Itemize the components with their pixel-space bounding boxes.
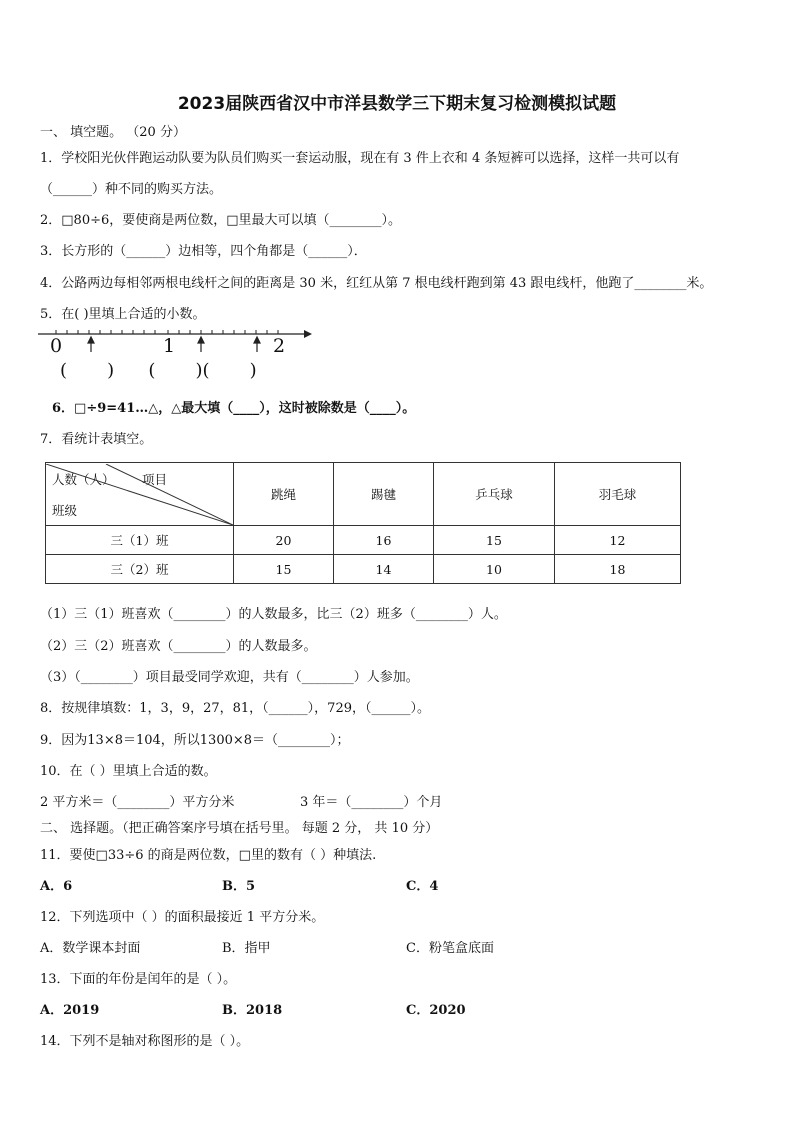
question-8: 8．按规律填数：1，3，9，27，81，（______），729，（______）。: [40, 701, 430, 716]
question-2: 2．□80÷6，要使商是两位数，□里最大可以填（________）。: [40, 213, 402, 228]
section-2-heading: 二、 选择题。（把正确答案序号填在括号里。 每题 2 分， 共 10 分）: [40, 821, 439, 836]
question-11-option-b: B．5: [222, 879, 256, 894]
question-7-sub-3: （3）（________）项目最受同学欢迎，共有（________）人参加。: [40, 670, 419, 685]
question-12-option-b: B．指甲: [222, 941, 271, 956]
question-4: 4．公路两边每相邻两根电线杆之间的距离是 30 米，红红从第 7 根电线杆跑到第 43 跟电线杆，他跑了________米。: [40, 276, 713, 291]
question-6: 6．□÷9=41…△，△最大填（____），这时被除数是（____）。: [52, 401, 416, 416]
number-line-label-0: 0: [50, 335, 63, 357]
question-13-option-a: A．2019: [40, 1003, 100, 1018]
question-1-line-1: 1．学校阳光伙伴跑运动队要为队员们购买一套运动服，现在有 3 件上衣和 4 条短裤可以选择，这样一共可以有: [40, 151, 680, 166]
table-row: [46, 526, 681, 555]
table-cell: 15: [234, 555, 334, 584]
question-7-sub-1: （1）三（1）班喜欢（________）的人数最多，比三（2）班多（________）人。: [40, 607, 507, 622]
row-label: 三（1）班: [46, 526, 234, 555]
question-14: 14．下列不是轴对称图形的是（ ）。: [40, 1034, 250, 1049]
header-item: 项目: [142, 471, 168, 487]
question-11: 11．要使□33÷6 的商是两位数，□里的数有（ ）种填法.: [40, 848, 377, 863]
question-7: 7．看统计表填空。: [40, 432, 153, 447]
table-cell: 16: [334, 526, 434, 555]
page-title: 2023届陕西省汉中市洋县数学三下期末复习检测模拟试题: [177, 94, 617, 114]
column-header: 羽毛球: [555, 463, 681, 526]
question-12: 12．下列选项中（ ）的面积最接近 1 平方分米。: [40, 910, 325, 925]
question-12-option-c: C．粉笔盒底面: [406, 941, 494, 956]
question-5: 5．在( )里填上合适的小数。: [40, 307, 206, 322]
header-people: 人数（人）: [52, 471, 115, 487]
column-header: 踢毽: [334, 463, 434, 526]
question-13: 13．下面的年份是闰年的是（ ）。: [40, 972, 237, 987]
number-line-label-2: 2: [273, 335, 286, 357]
question-1-line-2: （______）种不同的购买方法。: [40, 182, 223, 197]
table-cell: 14: [334, 555, 434, 584]
header-class: 班级: [52, 502, 78, 518]
question-9: 9．因为13×8＝104，所以1300×8＝（________）；: [40, 733, 350, 748]
number-line-label-1: 1: [163, 335, 176, 357]
question-3: 3．长方形的（______）边相等，四个角都是（______）．: [40, 244, 367, 259]
table-row: [46, 555, 681, 584]
question-10-part-a: 2 平方米＝（________）平方分米: [40, 795, 235, 810]
section-1-heading: 一、 填空题。 （20 分）: [40, 125, 186, 140]
question-10-part-b: 3 年＝（________）个月: [300, 795, 443, 810]
row-label: 三（2）班: [46, 555, 234, 584]
column-header: 乒乓球: [434, 463, 555, 526]
table-cell: 15: [434, 526, 555, 555]
column-header: 跳绳: [234, 463, 334, 526]
table-cell: 10: [434, 555, 555, 584]
question-13-option-b: B．2018: [222, 1003, 283, 1018]
number-line-blanks: ( ) ( )( ): [60, 360, 257, 381]
table-cell: 20: [234, 526, 334, 555]
table-diagonal-header: [46, 463, 234, 526]
question-12-option-a: A．数学课本封面: [40, 941, 141, 956]
table-cell: 18: [555, 555, 681, 584]
question-11-option-a: A．6: [40, 879, 73, 894]
statistics-table: [45, 462, 681, 584]
question-11-option-c: C．4: [406, 879, 439, 894]
question-13-option-c: C．2020: [406, 1003, 466, 1018]
question-10: 10．在（ ）里填上合适的数。: [40, 764, 217, 779]
question-7-sub-2: （2）三（2）班喜欢（________）的人数最多。: [40, 639, 317, 654]
table-cell: 12: [555, 526, 681, 555]
